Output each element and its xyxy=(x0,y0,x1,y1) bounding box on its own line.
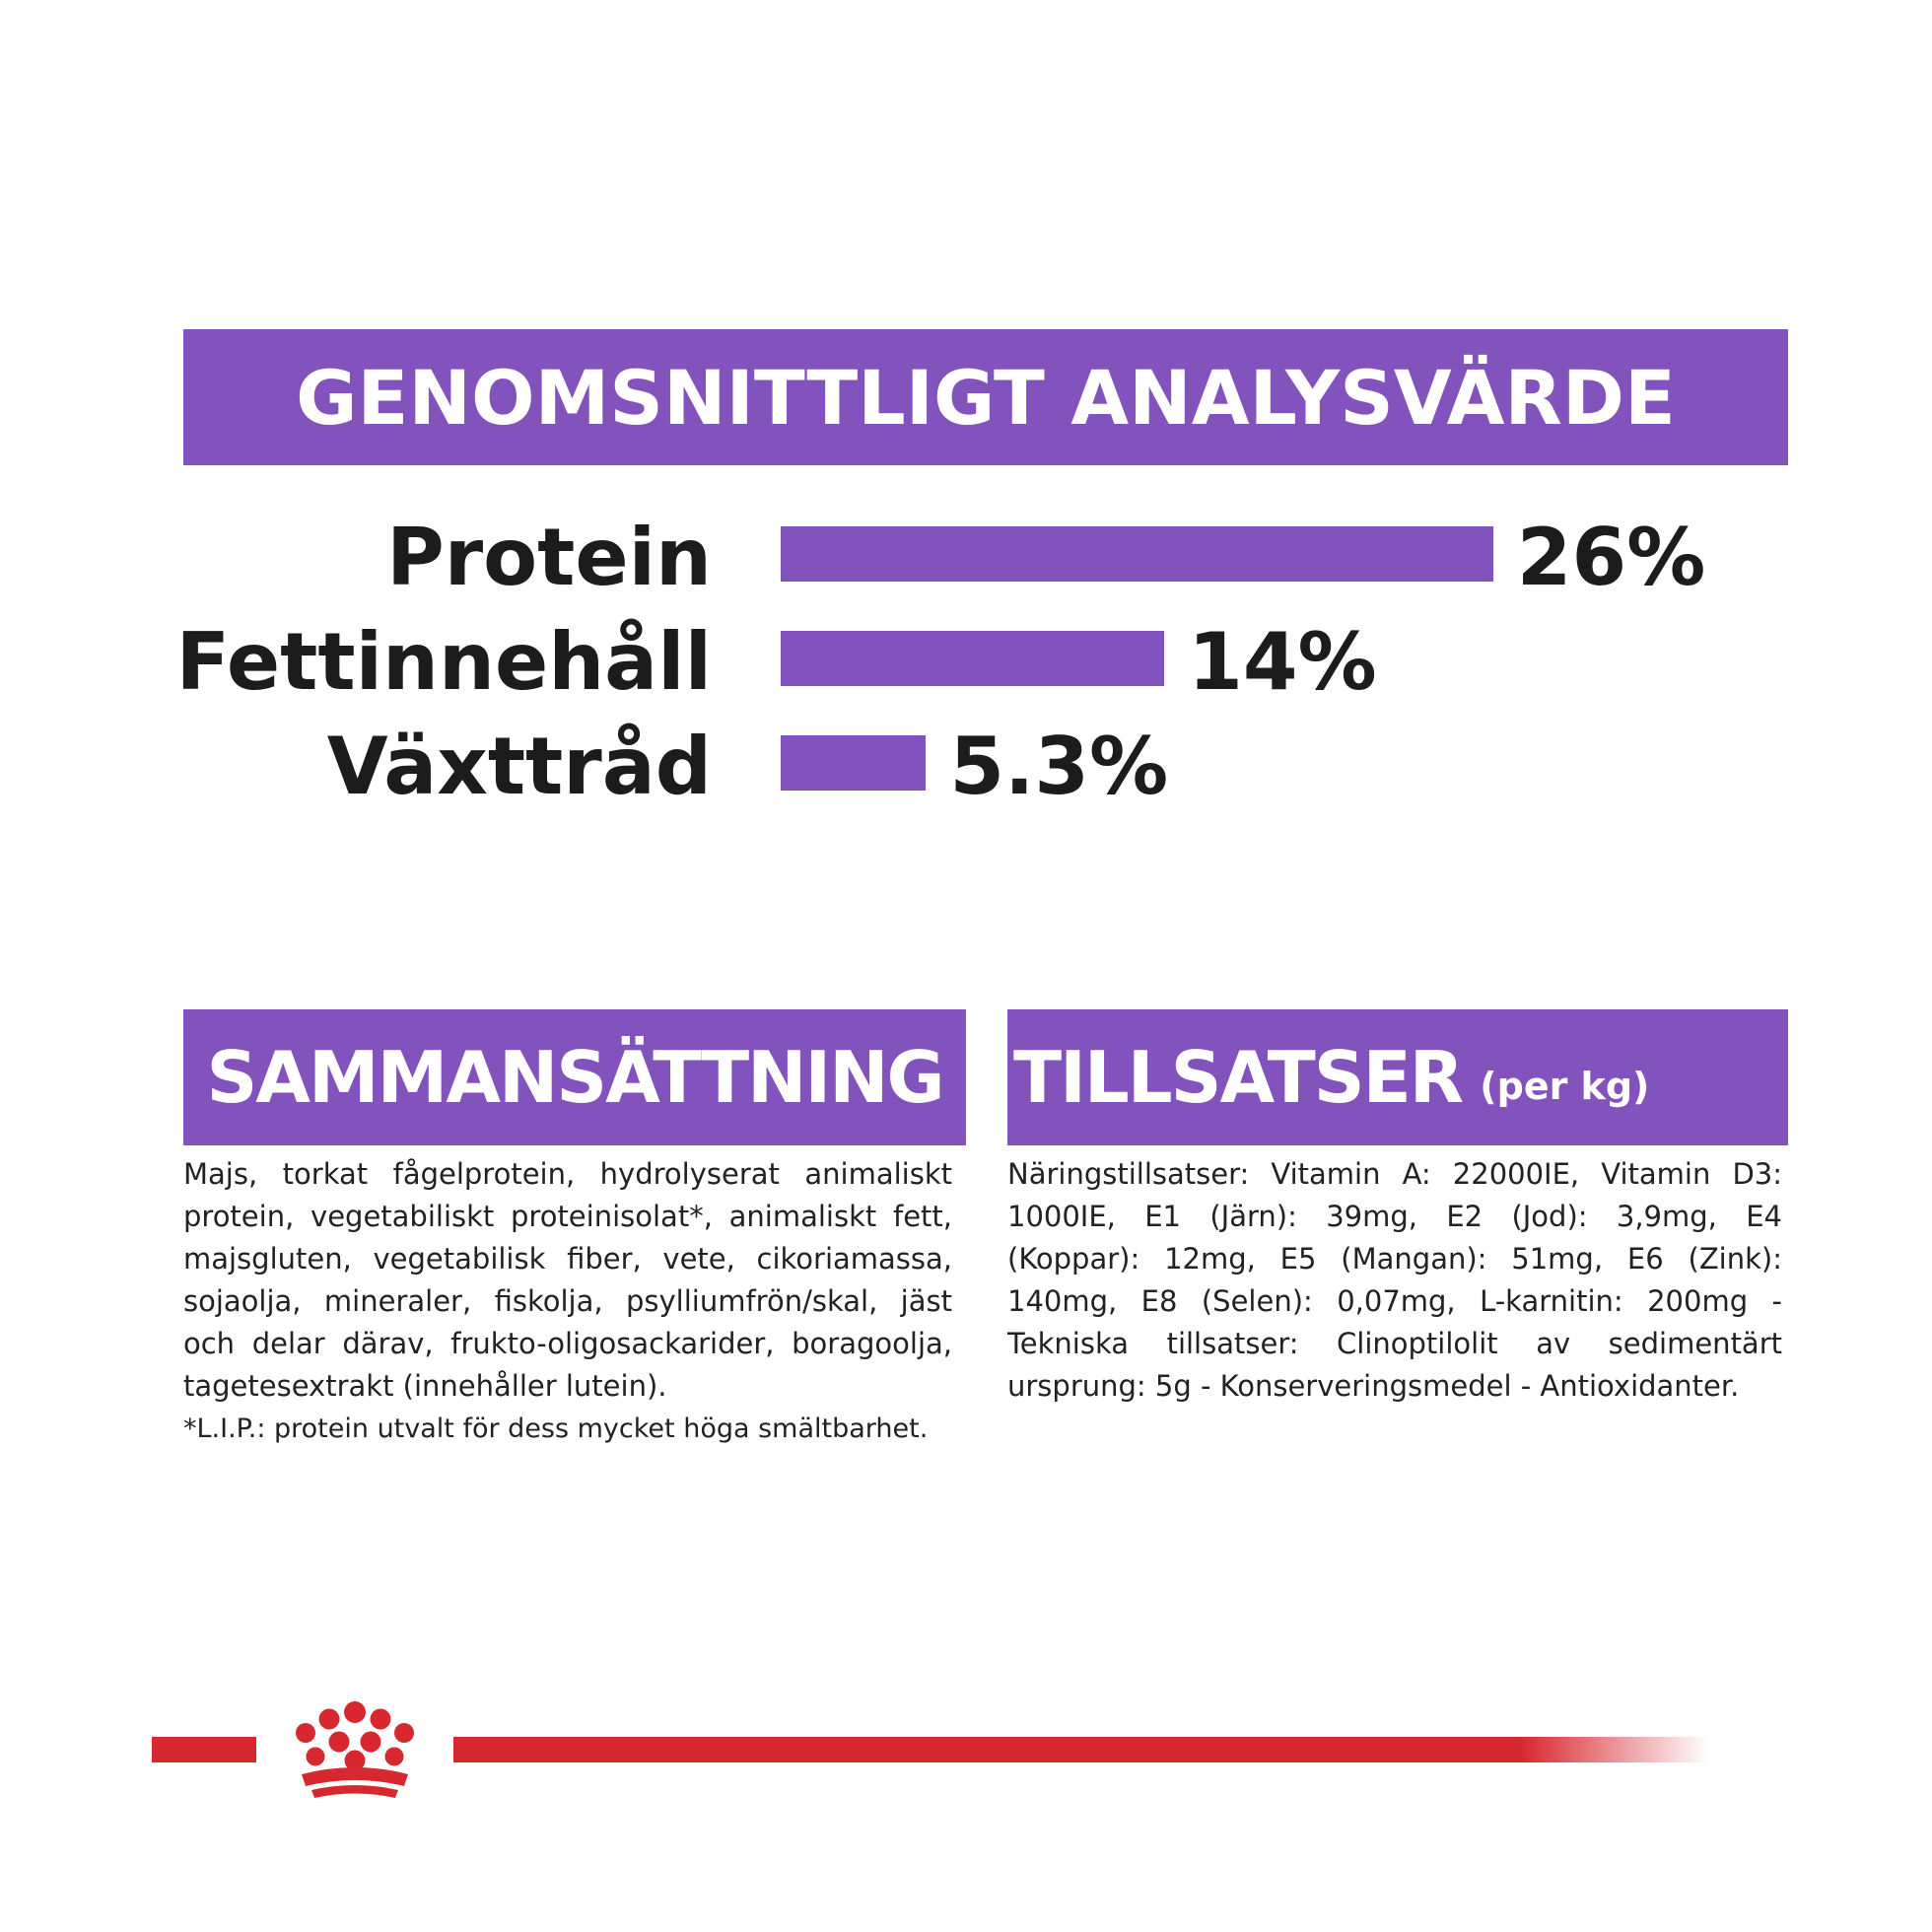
nutrient-label: Växttråd xyxy=(326,721,712,812)
composition-text: Majs, torkat fågelprotein, hydrolyserat animaliskt protein, vegetabiliskt proteinisolat*, animaliskt fett, majsgluten, vegetabilisk fiber, vete, cikoriamassa, sojaolja, mineraler, fiskolja, psylliumfrön/skal, jäst och delar därav, frukto-oligosackarider, boragoolja, tagetesextrakt (innehåller lutein). xyxy=(183,1157,952,1403)
additives-text: Näringstillsatser: Vitamin A: 22000IE, Vitamin D3: 1000IE, E1 (Järn): 39mg, E2 (Jod): 3,9mg, E4 (Koppar): 12mg, E5 (Mangan): 51mg, E6 (Zink): 140mg, E8 (Selen): 0,07mg, L-karnitin: 200mg - Tekniska tillsatser: Clinoptilolit av sedimentärt ursprung: 5g - Konserveringsmedel - Antioxidanter. xyxy=(1007,1157,1782,1403)
additives-subtitle: (per kg) xyxy=(1480,1065,1650,1108)
nutrient-bar xyxy=(781,735,926,791)
nutrient-value: 26% xyxy=(1516,512,1706,603)
nutrient-value: 5.3% xyxy=(949,721,1169,812)
analysis-title: GENOMSNITTLIGT ANALYSVÄRDE xyxy=(296,353,1676,442)
composition-title-banner xyxy=(183,1009,966,1145)
brand-footer xyxy=(152,1695,1709,1804)
analysis-title-banner xyxy=(183,329,1788,465)
nutrient-label: Protein xyxy=(386,512,712,603)
brand-line-left xyxy=(152,1737,256,1762)
nutrient-label: Fettinnehåll xyxy=(175,616,712,708)
brand-line-right xyxy=(453,1737,1709,1762)
crown-logo-icon xyxy=(296,1701,414,1798)
composition-title: SAMMANSÄTTNING xyxy=(206,1036,943,1119)
nutrient-bar xyxy=(781,631,1164,686)
nutrient-value: 14% xyxy=(1188,616,1377,708)
additives-title-banner xyxy=(1007,1009,1788,1145)
composition-footnote: *L.I.P.: protein utvalt för dess mycket höga smältbarhet. xyxy=(183,1414,929,1444)
nutrient-bar xyxy=(781,526,1493,582)
additives-title: TILLSATSER xyxy=(1013,1036,1463,1119)
